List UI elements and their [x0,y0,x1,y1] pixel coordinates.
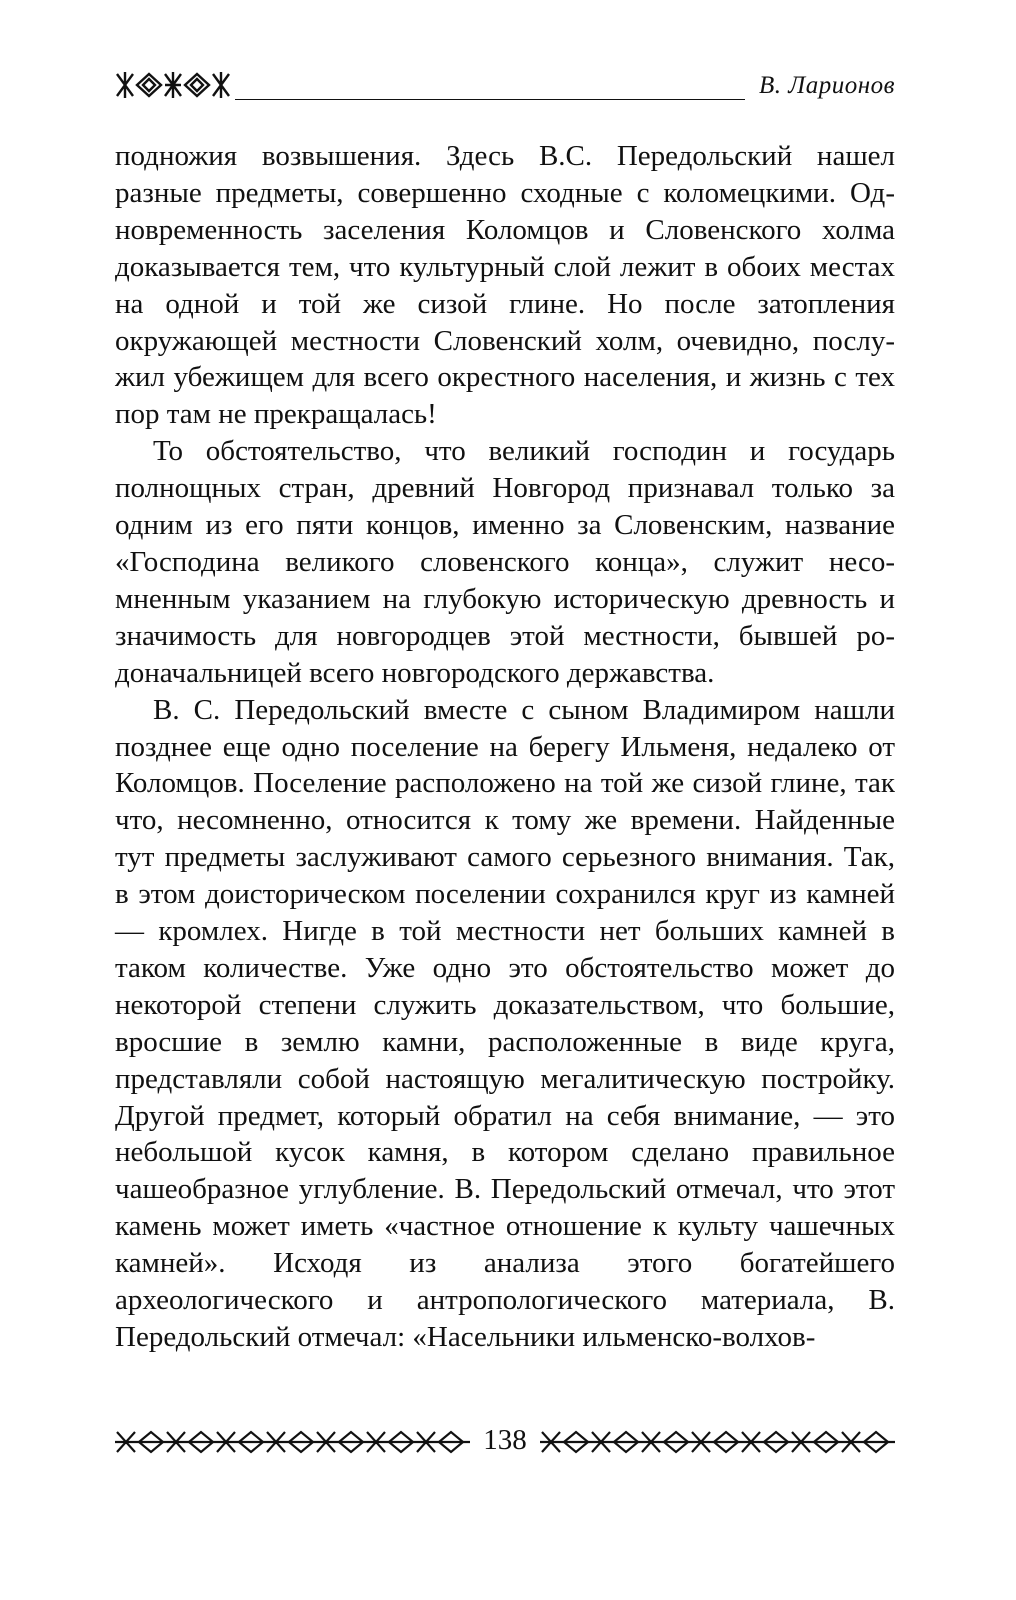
header-rule [235,99,745,100]
page-footer [115,1422,895,1462]
paragraph-3: В. С. Передольский вместе с сыном Владимиром нашли позднее еще одно поселение на берегу Ильменя, недалеко от Коломцов. Поселение расположено на той же сизой глине, так что, несомненно, относится к тому же времени. Найденные тут предметы заслуживают самого серьезного внимания. Так, в этом доисторическом поселении сохранился круг из камней — кромлех. Нигде в той местности нет больших камней в таком количестве. Уже одно это обстоятельство может до некоторой степени служить доказательством, что большие, вросшие в землю камни, расположенные в виде круга, представляли собой настоящую мегалитическую постройку. Другой предмет, который обратил на себя внимание, — это небольшой кусок камня, в котором сделано правильное чашеобразное углубление. В. Передольский отмечал, что этот камень может иметь «частное отношение к культу чашечных камней». Исходя из анализа этого богатейшего археологического и антропологического материала, В. Передольский отмечал: «Насельники ильменско-волхов- [115,693,895,1353]
header-ornament-icon [115,70,233,100]
paragraph-1: подножия возвышения. Здесь В.С. Передольский нашел разные предметы, совершенно сходные с коломецкими. Одновременность заселения Коломцов и Словенского холма доказывается тем, что культурный слой лежит в обоих местах на одной и той же сизой глине. Но после затопления окружающей местности Словенский холм, очевидно, послужил убежищем для всего окрестного населения, и жизнь с тех пор там не прекращалась! [115,140,895,431]
paragraph-2: То обстоятельство, что великий господин и государь полнощных стран, древний Новгород признавал только за одним из его пяти концов, именно за Словенским, название «Господина великого словенского конца», служит несомненным указанием на глубокую историческую древность и значимость для новгородцев этой местности, бывшей родоначальницей всего новгородского державства. [115,435,895,689]
running-header [115,66,895,106]
running-header-author: В. Ларионов [759,72,895,99]
body-text [115,138,895,1356]
page-number: 138 [483,1424,527,1456]
footer-ornament-right-icon [540,1430,895,1454]
